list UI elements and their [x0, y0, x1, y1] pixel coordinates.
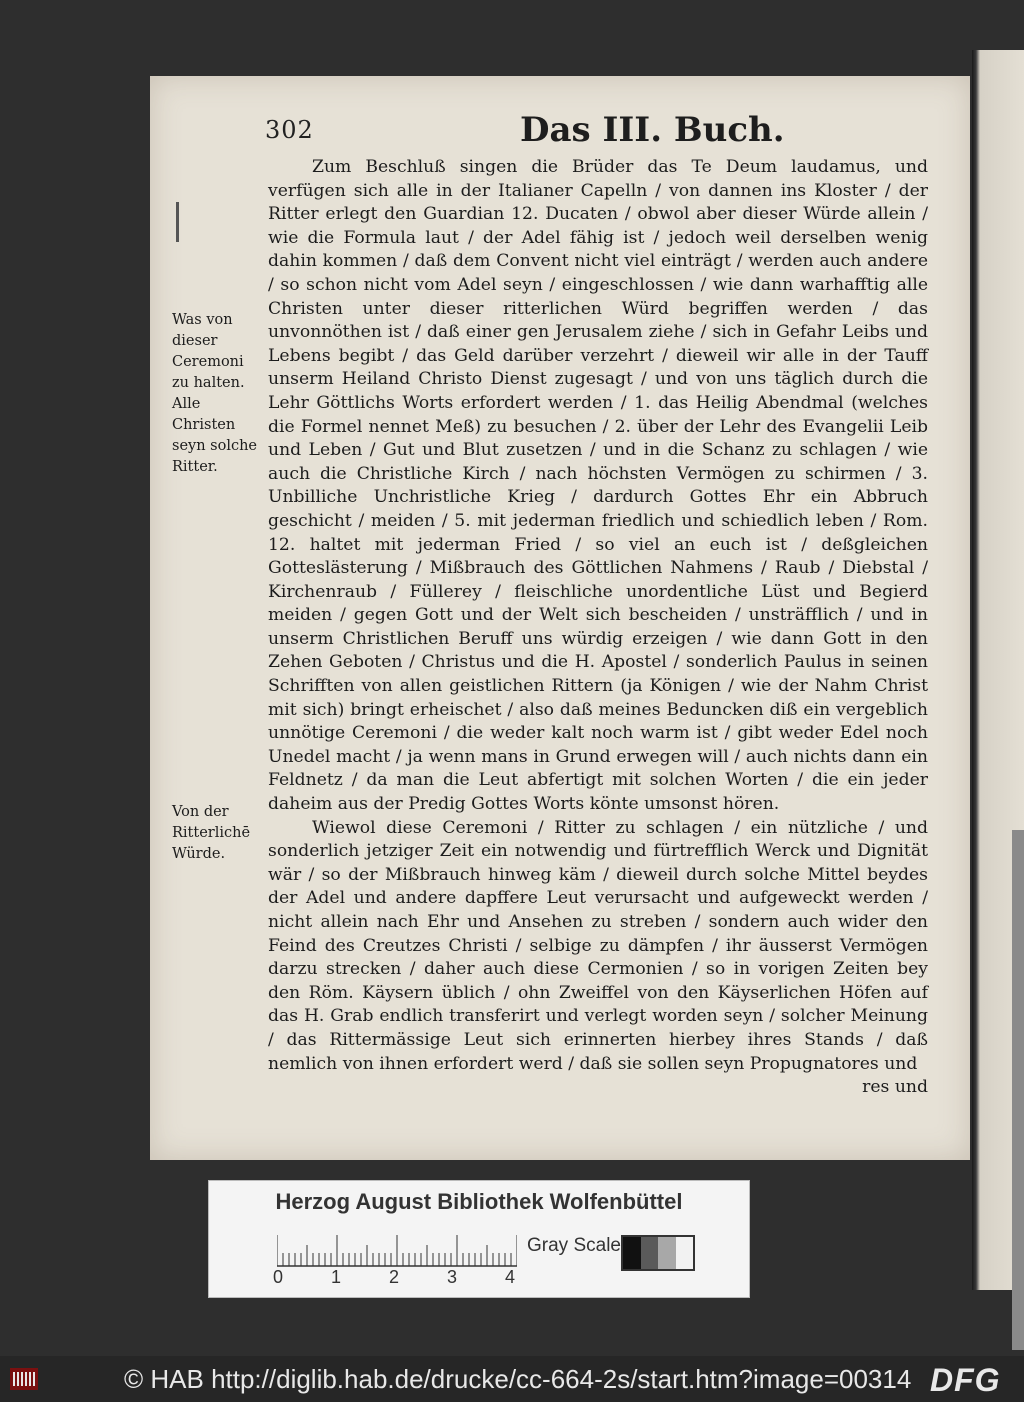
book-page — [150, 76, 970, 1160]
running-head: Das III. Buch. — [520, 110, 785, 150]
ruler-label-0: 0 — [273, 1267, 284, 1287]
margin-bracket — [176, 202, 179, 242]
ruler-label-2: 2 — [389, 1267, 400, 1287]
gray-swatch-4 — [676, 1237, 694, 1269]
margin-note-christians: Alle Christen seyn solche Ritter. — [172, 396, 258, 475]
gray-scale-label: Gray Scale — [527, 1235, 621, 1256]
margin-note-knightly-dignity: Von der Ritterlichē Würde. — [172, 804, 251, 862]
paragraph-2: Wiewol diese Ceremoni / Ritter zu schlagen / ein nützliche / und sonderlich jetziger Zeit ein notwendig und fürtrefflich Werck und Dignität wär / so der Mißbrauch hinweg käm / dieweil durch solche Mittel beydes der Adel und andere dapffere Leut verursacht und aufgeweckt werden / nicht allein nach Ehr und Ansehen zu streben / sondern auch wider den Feind des Creutzes Christi / selbige zu dämpfen / ihr äusserst Vermögen darzu strecken / daher auch diese Cermonien / so in vorigen Zeiten bey den Röm. Käysern üblich / ohn Zweiffel von den Käyserlichen Höfen auf das H. Grab endlich transferirt und verlegt worden seyn / solcher Meinung / das Rittermässige Leut sich erinnerten hierbey ihres Stands / daß nemlich von ihnen erfordert werd / daß sie sollen seyn Propugnatores und — [268, 817, 928, 1074]
ruler-scale — [277, 1233, 517, 1267]
source-url[interactable]: © HAB http://diglib.hab.de/drucke/cc-664-2s/start.htm?image=00314 — [124, 1364, 912, 1394]
adjacent-page-edge — [972, 50, 1024, 1290]
footer-bar — [0, 1356, 1024, 1402]
gray-scale-swatches — [621, 1235, 695, 1271]
ruler-label-1: 1 — [331, 1267, 342, 1287]
card-title: Herzog August Bibliothek Wolfenbüttel — [275, 1189, 683, 1214]
gray-swatch-1 — [623, 1237, 641, 1269]
dfg-logo: DFG — [930, 1362, 1001, 1398]
color-calibration-card — [208, 1180, 750, 1298]
page-number: 302 — [265, 116, 314, 144]
gray-swatch-3 — [658, 1237, 676, 1269]
gray-swatch-2 — [641, 1237, 659, 1269]
catchword: res und — [862, 1077, 928, 1098]
hab-library-icon — [10, 1368, 38, 1390]
margin-note-ceremony: Was von dieser Ceremoni zu halten. — [172, 312, 245, 391]
ruler-label-4: 4 — [505, 1267, 516, 1287]
paragraph-1: Zum Beschluß singen die Brüder das Te Deum laudamus, und verfügen sich alle in der Italianer Capelln / von dannen ins Kloster / der Ritter erlegt den Guardian 12. Ducaten / obwol aber dieser Würde allein / wie die Formula laut / der Adel fähig ist / jedoch weil derselben wenig dahin kommen / daß dem Convent nicht viel einträgt / werden auch andere / so schon nicht vom Adel seyn / eingeschlossen / wie dann warhafftig alle Christen unter dieser ritterlichen Würd begriffen werden / das unvonnöthen ist / daß einer gen Jerusalem ziehe / sich in Gefahr Leibs und Lebens begibt / das Geld darüber verzehrt / dieweil wir alle in der Tauff unserm Heiland Christo Dienst zugesagt / und von uns täglich durch die Lehr Göttlichs Worts erfordert werden / 1. das Heilig Abendmal (welches die Formel nennet Meß) zu besuchen / 2. über der Lehr des Evangelii Leib und Leben / Gut und Blut zusetzen / und in die Schanz zu schlagen / wie auch die Christliche Kirch / nach höchsten Vermögen zu schirmen / 3. Unbilliche Unchristliche Krieg / dardurch Gottes Ehr ein Abbruch geschicht / meiden / 5. mit jederman friedlich und schiedlich leben / Rom. 12. haltet mit jederman Fried / so viel an euch ist / deßgleichen Gotteslästerung / Mißbrauch des Göttlichen Nahmens / Raub / Diebstal / Kirchenraub / Füllerey / fleischliche unordentliche Lüst und Begierd meiden / gegen Gott und der Welt sich bescheiden / unsträfflich / und in unserm Christlichen Beruff uns würdig erzeigen / wie dann Gott in den Zehen Geboten / Christus und die H. Apostel / sonderlich Paulus in seinen Schrifften von allen geistlichen Rittern (ja Königen / wie der Nahm Christ mit sich) bringt erheischet / also daß meines Beduncken diß ein vergeblich unnötige Ceremoni / die weder kalt noch warm ist / gibt weder Edel noch Unedel macht / ja wenn mans in Grund erwegen will / auch nichts dann ein Feldnetz / da man die Leut abfertigt mit solchen Worten / die ein jeder daheim aus der Predig Gottes Worts könte umsonst hören. — [268, 157, 928, 815]
body-text — [268, 156, 928, 1100]
page-shadow-strip — [1012, 830, 1024, 1350]
ruler-label-3: 3 — [447, 1267, 458, 1287]
